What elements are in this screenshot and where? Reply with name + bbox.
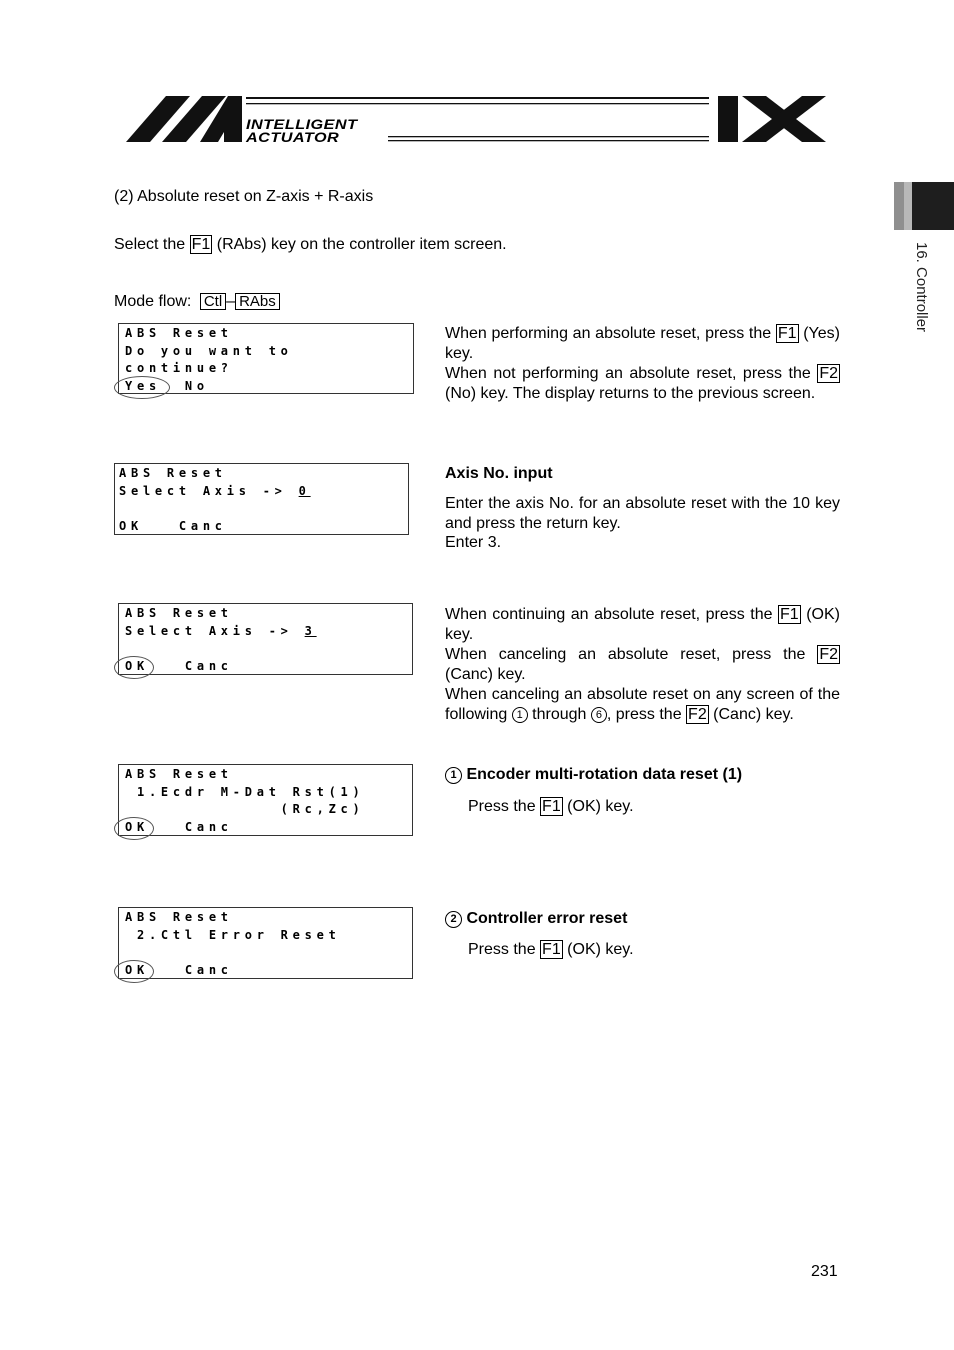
lcd-line: Yes No: [125, 378, 209, 393]
chapter-side-tab: [894, 182, 954, 230]
axis-value: 3: [304, 623, 317, 638]
f2-key-label: F2: [688, 706, 707, 723]
mode-flow-key-rabs: RAbs: [235, 293, 280, 310]
lcd-line: [125, 640, 412, 658]
ok-highlight-oval: [114, 817, 154, 840]
error-reset-heading: 2 Controller error reset: [445, 909, 840, 929]
section-title: (2) Absolute reset on Z-axis + R-axis: [114, 188, 374, 205]
lcd-line: 1.Ecdr M-Dat Rst(1): [125, 784, 365, 799]
lcd-line: Do you want to: [125, 343, 293, 358]
axis-input-text: Enter the axis No. for an absolute reset with the 10 key and press the return key.: [445, 495, 840, 532]
logo-line2: ACTUATOR: [246, 130, 340, 145]
f1-key-label: F1: [542, 941, 561, 958]
axis-input-heading: Axis No. input: [445, 465, 553, 482]
lcd-line: OK Canc: [125, 658, 233, 673]
intro-text: Select the F1 (RAbs) key on the controller item screen.: [114, 236, 507, 253]
intelligent-actuator-logo: [126, 92, 830, 148]
logo-wordmark: [246, 118, 416, 148]
screen4-description: [445, 765, 840, 817]
screen3-description: When continuing an absolute reset, press the F1 (OK) key. When canceling an absolute reset, press the F2 (Canc) key. When canceling an absolute reset on any screen of the following 1 through 6 , press the F2 (Canc) key.: [445, 606, 840, 723]
lcd-line: ABS Reset: [125, 910, 233, 924]
mode-flow-key-ctl: Ctl: [200, 293, 226, 310]
f1-key-label: F1: [191, 236, 211, 253]
chapter-label: 16. Controller: [913, 242, 930, 333]
lcd-line: OK Canc: [125, 962, 233, 977]
encoder-reset-heading: 1 Encoder multi-rotation data reset (1): [445, 765, 840, 785]
circled-number: 1: [445, 767, 462, 784]
page-number: 231: [811, 1263, 838, 1280]
lcd-line: [125, 944, 412, 962]
lcd-line: (Rc,Zc): [125, 802, 365, 816]
f2-key-label: F2: [819, 646, 838, 663]
lcd-line: OK Canc: [119, 518, 227, 533]
screen5-description: [445, 909, 840, 960]
lcd-line: [119, 500, 408, 518]
axis-value: 0: [298, 483, 311, 498]
lcd-screen-error-reset: [118, 907, 413, 979]
axis-input-enter: Enter 3.: [445, 534, 502, 551]
f1-key-label: F1: [542, 798, 561, 815]
circled-number: 2: [445, 911, 462, 928]
ok-highlight-oval: [114, 960, 154, 983]
lcd-line: Select Axis -> 0: [119, 483, 311, 498]
lcd-line: ABS Reset: [125, 326, 233, 340]
error-reset-text: Press the F1 (OK) key.: [468, 941, 634, 958]
screen1-description: When performing an absolute reset, press the F1 (Yes) key. When not performing an absolute reset, press the F2 (No) key. The display returns to the previous screen.: [445, 325, 840, 402]
yes-highlight-oval: [114, 376, 170, 399]
circled-number: 1: [512, 707, 528, 723]
lcd-line: ABS Reset: [125, 767, 233, 781]
lcd-line: 2.Ctl Error Reset: [125, 927, 341, 942]
lcd-line: continue?: [125, 361, 233, 375]
screen2-description: [445, 464, 840, 553]
lcd-line: Select Axis -> 3: [125, 623, 317, 638]
lcd-line: ABS Reset: [119, 466, 227, 480]
mode-flow: Mode flow: Ctl – RAbs: [114, 292, 280, 312]
f2-key-label: F2: [819, 365, 838, 382]
f1-key-label: F1: [780, 606, 799, 623]
lcd-screen-encoder-reset: [118, 764, 413, 836]
logo-line1: INTELLIGENT: [246, 117, 358, 132]
ok-highlight-oval: [114, 656, 154, 679]
circled-number: 6: [591, 707, 607, 723]
lcd-screen-axis-input: [114, 463, 409, 535]
lcd-screen-axis-3: [118, 603, 413, 675]
lcd-line: OK Canc: [125, 819, 233, 834]
f1-key-label: F1: [777, 325, 797, 342]
encoder-reset-text: Press the F1 (OK) key.: [468, 798, 634, 815]
lcd-line: ABS Reset: [125, 606, 233, 620]
